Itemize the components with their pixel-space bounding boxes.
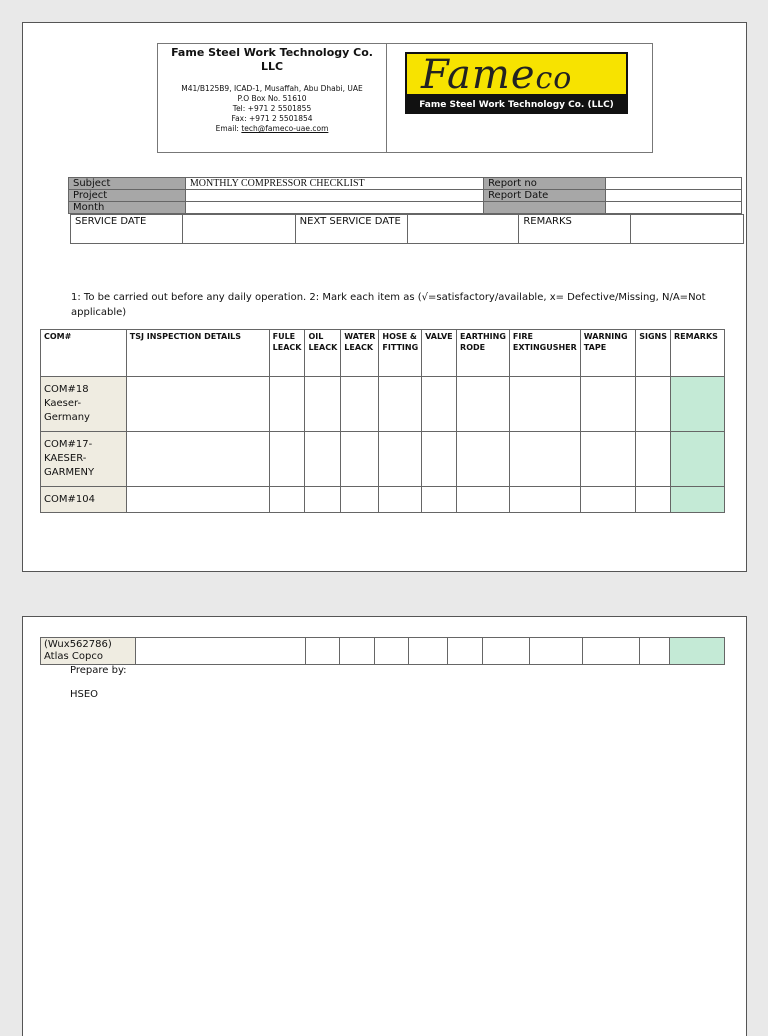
col-header: SIGNS — [636, 330, 671, 377]
check-cell[interactable] — [636, 432, 671, 487]
col-header: EARTHING RODE — [457, 330, 510, 377]
logo-tagline: Fame Steel Work Technology Co. (LLC) — [405, 96, 628, 114]
check-cell[interactable] — [409, 638, 448, 665]
remarks-value[interactable] — [631, 215, 744, 244]
check-cell[interactable] — [580, 377, 635, 432]
address-line: M41/B125B9, ICAD-1, Musaffah, Abu Dhabi, UAE — [181, 84, 363, 93]
details-cell[interactable] — [135, 638, 305, 665]
check-cell[interactable] — [530, 638, 583, 665]
check-cell[interactable] — [457, 487, 510, 513]
check-cell[interactable] — [374, 638, 409, 665]
month-label: Month — [69, 202, 186, 214]
subject-value[interactable]: MONTHLY COMPRESSOR CHECKLIST — [185, 178, 483, 190]
project-label: Project — [69, 190, 186, 202]
check-cell[interactable] — [583, 638, 640, 665]
details-cell[interactable] — [126, 487, 269, 513]
fax: Fax: +971 2 5501854 — [231, 114, 313, 123]
col-header: VALVE — [422, 330, 457, 377]
subject-label: Subject — [69, 178, 186, 190]
letterhead — [157, 43, 653, 153]
com-id-cell: COM#17-KAESER-GARMENY — [41, 432, 127, 487]
project-value[interactable] — [185, 190, 483, 202]
report-no-label: Report no — [484, 178, 606, 190]
logo-text-end: co — [535, 61, 573, 96]
check-cell[interactable] — [341, 377, 379, 432]
col-header: COM# — [41, 330, 127, 377]
col-header: REMARKS — [671, 330, 725, 377]
com-id-cell: COM#18 Kaeser-Germany — [41, 377, 127, 432]
remarks-label: REMARKS — [519, 215, 631, 244]
document-page-1 — [22, 22, 747, 572]
check-cell[interactable] — [305, 638, 339, 665]
table-row — [41, 432, 725, 487]
check-cell[interactable] — [457, 432, 510, 487]
details-cell[interactable] — [126, 377, 269, 432]
hseo-label: HSEO — [70, 689, 99, 700]
col-header: WATER LEACK — [341, 330, 379, 377]
table-row — [41, 638, 725, 665]
com-id-cell — [41, 638, 136, 665]
po-box: P.O Box No. 51610 — [237, 94, 307, 103]
company-address — [158, 84, 386, 134]
check-cell[interactable] — [509, 432, 580, 487]
check-cell[interactable] — [339, 638, 374, 665]
col-header: TSJ INSPECTION DETAILS — [126, 330, 269, 377]
com-id-line: Atlas Copco — [44, 651, 103, 662]
checklist-header-row — [41, 330, 725, 377]
check-cell[interactable] — [305, 432, 341, 487]
col-header: HOSE & FITTING — [379, 330, 422, 377]
check-cell[interactable] — [457, 377, 510, 432]
check-cell[interactable] — [422, 432, 457, 487]
fameco-logo — [405, 52, 628, 116]
service-table — [70, 214, 744, 244]
document-page-2 — [22, 616, 747, 1036]
check-cell[interactable] — [448, 638, 483, 665]
email-label: Email: — [215, 124, 242, 133]
check-cell[interactable] — [422, 377, 457, 432]
telephone: Tel: +971 2 5501855 — [232, 104, 312, 113]
check-cell[interactable] — [305, 487, 341, 513]
table-row — [41, 377, 725, 432]
email-link[interactable]: tech@fameco-uae.com — [241, 124, 329, 133]
report-info-table — [68, 177, 742, 214]
next-service-date-value[interactable] — [407, 215, 519, 244]
inspection-checklist-table — [40, 329, 725, 513]
check-cell[interactable] — [269, 487, 305, 513]
report-no-value[interactable] — [605, 178, 741, 190]
col-header: FULE LEACK — [269, 330, 305, 377]
blank-cell — [605, 202, 741, 214]
grey-cell — [484, 202, 606, 214]
remarks-cell[interactable] — [671, 377, 725, 432]
check-cell[interactable] — [509, 487, 580, 513]
company-info — [158, 44, 387, 152]
logo-wordmark — [405, 52, 628, 96]
inspection-checklist-continued — [40, 637, 725, 665]
check-cell[interactable] — [422, 487, 457, 513]
col-header: WARNING TAPE — [580, 330, 635, 377]
instructions-note: 1: To be carried out before any daily operation. 2: Mark each item as (√=satisfactory/available, x= Defective/Missing, N/A=Not applicable) — [71, 292, 706, 318]
check-cell[interactable] — [509, 377, 580, 432]
col-header: FIRE EXTINGUSHER — [509, 330, 580, 377]
remarks-cell[interactable] — [671, 432, 725, 487]
logo-text — [421, 52, 572, 96]
check-cell[interactable] — [341, 487, 379, 513]
check-cell[interactable] — [580, 487, 635, 513]
check-cell[interactable] — [341, 432, 379, 487]
report-date-label: Report Date — [484, 190, 606, 202]
remarks-cell[interactable] — [670, 638, 725, 665]
email-line — [158, 124, 386, 134]
prepared-by-label: Prepare by: — [70, 665, 127, 676]
report-date-value[interactable] — [605, 190, 741, 202]
table-row — [41, 487, 725, 513]
next-service-date-label: NEXT SERVICE DATE — [295, 215, 407, 244]
check-cell[interactable] — [269, 377, 305, 432]
check-cell[interactable] — [636, 487, 671, 513]
remarks-cell[interactable] — [671, 487, 725, 513]
check-cell[interactable] — [305, 377, 341, 432]
check-cell[interactable] — [640, 638, 670, 665]
col-header: OIL LEACK — [305, 330, 341, 377]
check-cell[interactable] — [483, 638, 530, 665]
service-date-value[interactable] — [182, 215, 295, 244]
check-cell[interactable] — [580, 432, 635, 487]
com-id-line: (Wux562786) — [44, 639, 112, 650]
check-cell[interactable] — [379, 487, 422, 513]
check-cell[interactable] — [379, 377, 422, 432]
details-cell[interactable] — [126, 432, 269, 487]
check-cell[interactable] — [269, 432, 305, 487]
month-value[interactable] — [185, 202, 483, 214]
logo-text-main: Fame — [421, 52, 536, 96]
check-cell[interactable] — [379, 432, 422, 487]
com-id-cell: COM#104 — [41, 487, 127, 513]
service-date-label: SERVICE DATE — [71, 215, 183, 244]
company-name: Fame Steel Work Technology Co. LLC — [171, 46, 373, 73]
check-cell[interactable] — [636, 377, 671, 432]
